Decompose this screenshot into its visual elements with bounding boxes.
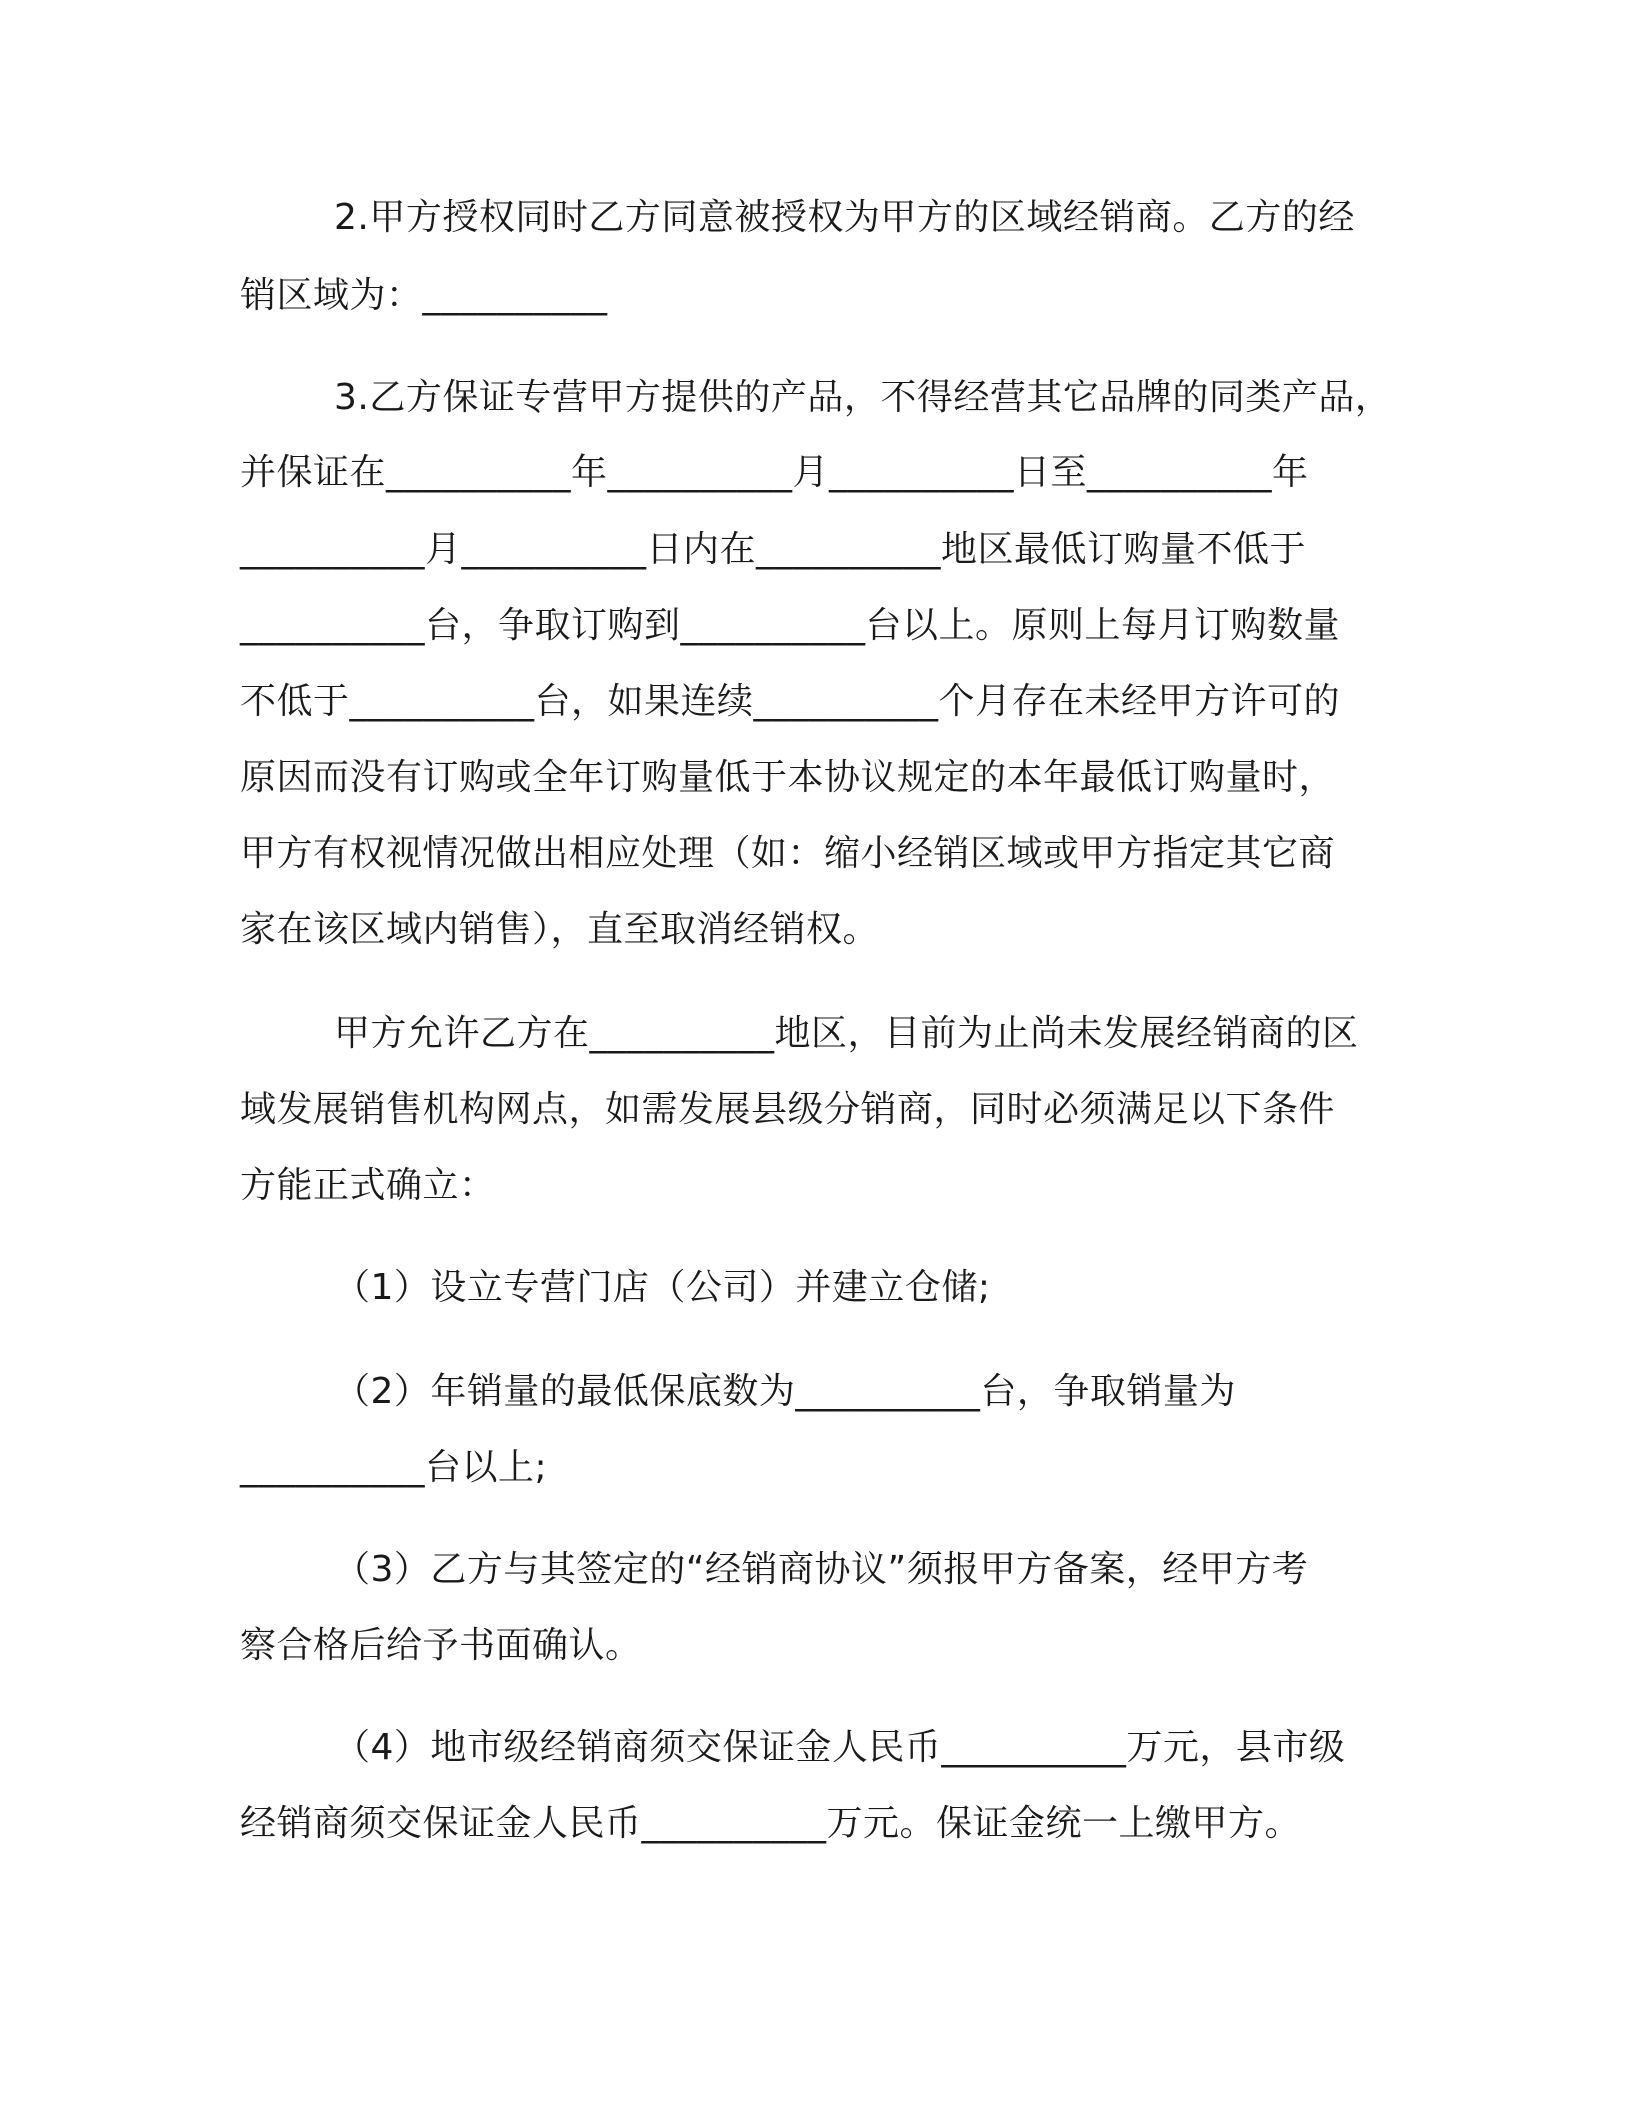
condition-3-line-2: 察合格后给予书面确认。: [240, 1625, 642, 1666]
clause-2-line-2: 销区域为：__________: [240, 275, 608, 316]
clause-3-line-6: 原因而没有订购或全年订购量低于本协议规定的本年最低订购量时，: [240, 757, 1336, 798]
clause-2-line-1: 2.甲方授权同时乙方同意被授权为甲方的区域经销商。乙方的经: [334, 197, 1355, 238]
condition-4-line-1: （4）地市级经销商须交保证金人民币__________万元，县市级: [334, 1727, 1346, 1768]
clause-3-line-2: 并保证在__________年__________月__________日至__________年: [240, 452, 1309, 493]
condition-2-line-2: __________台以上;: [240, 1447, 548, 1488]
condition-4-line-2: 经销商须交保证金人民币__________万元。保证金统一上缴甲方。: [240, 1803, 1302, 1844]
clause-3-line-4: __________台，争取订购到__________台以上。原则上每月订购数量: [240, 605, 1341, 646]
clause-3-line-5: 不低于__________台，如果连续__________个月存在未经甲方许可的: [240, 681, 1341, 722]
paragraph-line-3: 方能正式确立：: [240, 1165, 496, 1206]
paragraph-line-1: 甲方允许乙方在__________地区，目前为止尚未发展经销商的区: [334, 1013, 1359, 1054]
paragraph-line-2: 域发展销售机构网点，如需发展县级分销商，同时必须满足以下条件: [240, 1089, 1336, 1130]
clause-3-line-8: 家在该区域内销售），直至取消经销权。: [240, 909, 880, 950]
clause-3-line-1: 3.乙方保证专营甲方提供的产品，不得经营其它品牌的同类产品，: [334, 377, 1392, 418]
condition-2-line-1: （2）年销量的最低保底数为__________台，争取销量为: [334, 1371, 1236, 1412]
clause-3-line-3: __________月__________日内在__________地区最低订购量不低于: [240, 529, 1307, 570]
condition-1-line-1: （1）设立专营门店（公司）并建立仓储;: [334, 1267, 991, 1308]
condition-3-line-1: （3）乙方与其签定的“经销商协议”须报甲方备案，经甲方考: [334, 1549, 1309, 1590]
clause-3-line-7: 甲方有权视情况做出相应处理（如：缩小经销区域或甲方指定其它商: [240, 833, 1336, 874]
